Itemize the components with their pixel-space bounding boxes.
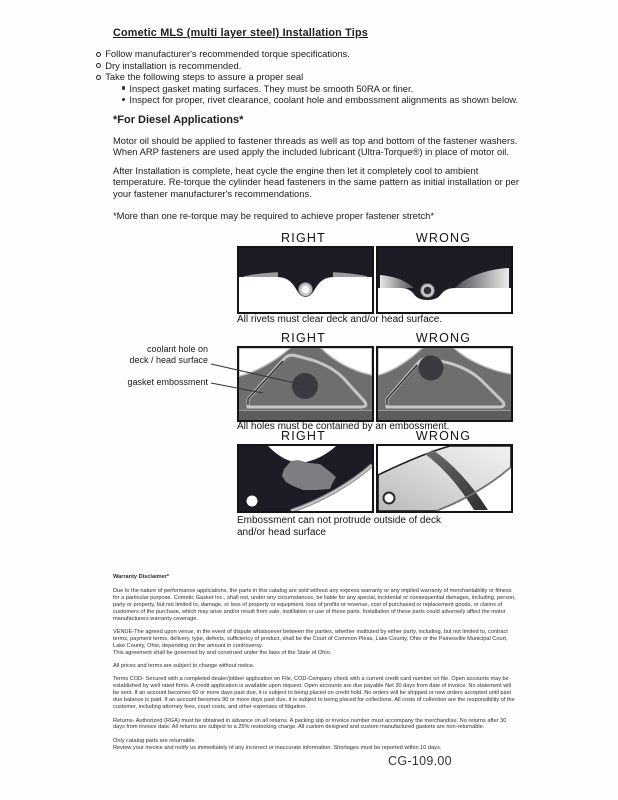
- legal-paragraph: This agreement shall be governed by and construed under the laws of the State of Ohio.: [113, 649, 332, 656]
- right-label: RIGHT: [281, 429, 326, 443]
- legal-paragraph: Due to the nature of performance applications, the parts in this catalog are sold without any express warranty or any implied warranty of merchantability or fitness for a particular purpose. Cometic Gasket Inc., shall not, under any circumstances, be liable for any special, incidental or consequential damages, including, person, party or property, but not limited to, damage, or loss of property or equipment, loss of profits or revenue, cost of purchased or replacement goods, or claims of customers of the purchase, which may arise and/or result from sale, instillation or use of these parts. Installation of these parts could adversely affect the motor manufacturers warranty coverage.: [113, 587, 516, 622]
- diesel-paragraph: *More than one re-torque may be required to achieve proper fastener stretch*: [113, 210, 435, 221]
- bullet-text: Inspect for proper, rivet clearance, coolant hole and embossment alignments as shown below.: [129, 94, 519, 105]
- embossment-deck-right-illustration: [239, 446, 372, 511]
- rivets-caption: All rivets must clear deck and/or head surface.: [237, 314, 443, 325]
- right-label: RIGHT: [281, 331, 326, 345]
- bullet-text: Inspect gasket mating surfaces. They must be smooth 50RA or finer.: [129, 82, 414, 94]
- coolant-hole-wrong-diagram: [376, 346, 513, 422]
- legal-paragraph: Review your invoice and notify us immediately of any incorrect or inaccurate information. Shortages must be reported within 10 days.: [113, 744, 442, 751]
- legal-paragraph: Only catalog parts are returnable.: [113, 737, 197, 744]
- circle-bullet-icon: [96, 52, 101, 57]
- wrong-label: WRONG: [415, 331, 472, 345]
- warranty-disclaimer-section: [113, 574, 516, 758]
- page-title: Cometic MLS (multi layer steel) Installation Tips: [113, 27, 368, 39]
- rivet-clearance-wrong-illustration: [378, 248, 511, 312]
- rivet-clearance-right-illustration: [239, 248, 372, 312]
- rivet-right-diagram: [237, 246, 374, 314]
- hole-embossment-wrong-illustration: [378, 348, 511, 420]
- legal-paragraph: All prices and terms are subject to change without notice.: [113, 663, 255, 670]
- holes-caption: All holes must be contained by an embossment.: [237, 421, 450, 432]
- wrong-label: WRONG: [415, 231, 472, 245]
- circle-bullet-icon: [96, 63, 101, 68]
- diesel-applications-section: [113, 115, 522, 229]
- legal-paragraph: Returns- Authorized (RGA) must be obtained in advance on all returns. A packing slip or invoice number must accompany the merchandise. No returns after 30 days from invoice date. All returns are subject to a 25% restocking charge. All custom designed and custom manufactured gaskets are non-returnable.: [113, 717, 507, 731]
- list-item: [95, 60, 525, 72]
- bullet-text: Take the following steps to assure a proper seal: [105, 71, 304, 82]
- gasket-embossment-label: gasket embossment: [127, 377, 208, 387]
- diesel-paragraph: Motor oil should be applied to fastener threads as well as top and bottom of the fastener washers. When ARP fasteners are used apply the included lubricant (Ultra-Torque®) in place of motor oil.: [113, 134, 518, 157]
- legal-paragraph: Terms COD- Secured with a completed dealer/jobber application on File, COD-Company check with a current credit card number on file. Open accounts may be established by well rated firms. A credit application is available upon request. Open accounts are due payable Net 30 days from date of invoice. No statement will be sent. If an account becomes 60 or more days past due, it is subject to being placed on credit hold. No orders will be shipped or new orders accepted until past due balance is paid. If an account becomes 90 or more days past due, it is subject to being placed for collections. All costs of collection are the responsibility of the customer, including attorney fees, court costs, and other expenses of litigation.: [113, 676, 515, 711]
- diesel-heading: *For Diesel Applications*: [113, 114, 244, 126]
- list-item: [121, 83, 525, 95]
- legal-heading: Warranty Disclaimer*: [113, 574, 170, 580]
- right-label: RIGHT: [281, 231, 326, 245]
- diesel-paragraph: After Installation is complete, heat cycle the engine then let it completely cool to ambient temperature. Re-torque the cylinder head fasteners in the same pattern as initial installation or per your fastener manufacturer's recommendations.: [113, 164, 519, 199]
- legal-paragraph: VENUE-The agreed upon venue, in the event of dispute whatsoever between the parties, whether instituted by either party, including, but not limited to, contract terms, payment terms, delivery, type, defects, sufficiency of product, shall be the Court of Common Pleas, Lake County, Ohio or the Painesville Municipal Court, Lake County, Ohio, depending on the amount in controversy.: [113, 628, 508, 649]
- circle-bullet-icon: [96, 75, 101, 80]
- embossment-right-diagram: [237, 444, 374, 513]
- dot-bullet-icon: [122, 86, 125, 89]
- list-item: [121, 94, 525, 106]
- rivet-wrong-diagram: [376, 246, 513, 314]
- installation-tips-list: [95, 48, 525, 106]
- bullet-text: Follow manufacturer's recommended torque specifications.: [105, 48, 350, 59]
- page-code: CG-109.00: [388, 754, 452, 768]
- embossment-caption: Embossment can not protrude outside of deck and/or head surface: [237, 515, 442, 538]
- list-item: [95, 48, 525, 60]
- list-item: [95, 71, 525, 83]
- coolant-hole-label: coolant hole on deck / head surface: [129, 344, 208, 365]
- dot-bullet-icon: [122, 98, 125, 101]
- coolant-hole-right-diagram: [237, 346, 374, 422]
- embossment-deck-wrong-illustration: [378, 446, 511, 511]
- wrong-label: WRONG: [415, 429, 472, 443]
- hole-embossment-right-illustration: [239, 348, 372, 420]
- embossment-wrong-diagram: [376, 444, 513, 513]
- bullet-text: Dry installation is recommended.: [105, 59, 242, 71]
